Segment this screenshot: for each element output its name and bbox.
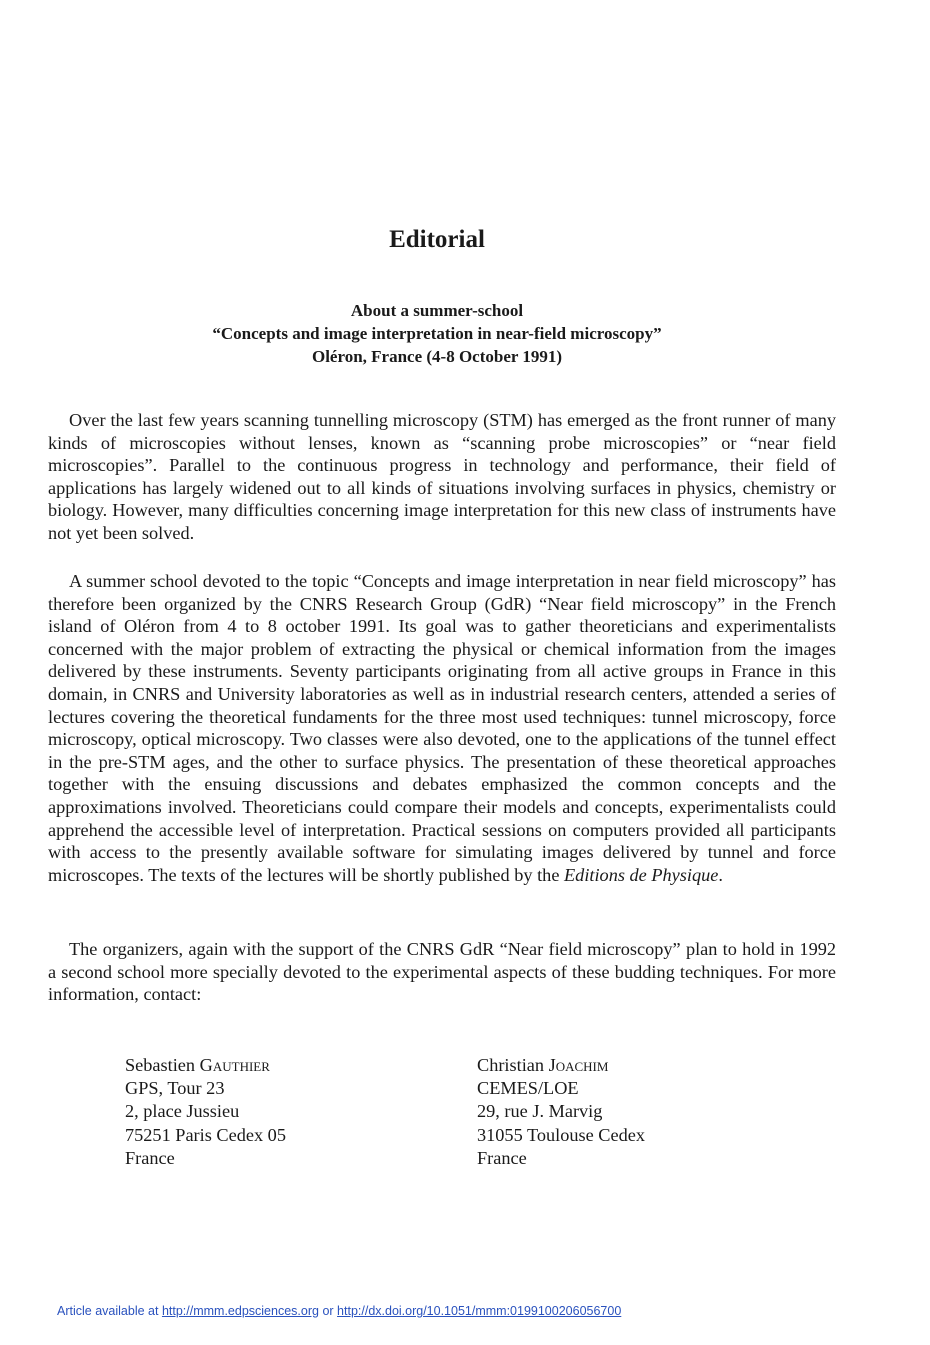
- publisher-name: Editions de Physique: [564, 864, 719, 885]
- contact-last-name: Gauthier: [199, 1055, 270, 1075]
- contact-block-joachim: [477, 1054, 645, 1170]
- subtitle-line-2: “Concepts and image interpretation in near-field microscopy”: [212, 324, 662, 343]
- contact-last-name: Joachim: [548, 1055, 609, 1075]
- contact-name: [125, 1054, 286, 1077]
- paragraph-2: [48, 570, 836, 886]
- contact-country: France: [125, 1147, 175, 1168]
- edp-sciences-link[interactable]: http://mmm.edpsciences.org: [161, 1304, 319, 1318]
- contact-name: [477, 1054, 645, 1077]
- subtitle-line-3: Oléron, France (4-8 October 1991): [311, 347, 563, 366]
- paragraph-1: Over the last few years scanning tunnelling microscopy (STM) has emerged as the front runner of many kinds of microscopies without lenses, known as “scanning probe microscopies” or “near field microscopies”. Parallel to the continuous progress in technology and performance, their field of applications has largely widened out to all kinds of situations involving surfaces in physics, chemistry or biology. However, many difficulties concerning image interpretation for this new class of instruments have not yet been solved.: [48, 410, 836, 543]
- contact-address-line: 31055 Toulouse Cedex: [477, 1124, 645, 1145]
- paragraph-2-end: .: [718, 864, 723, 885]
- paragraph-3: The organizers, again with the support of the CNRS GdR “Near field microscopy” plan to hold in 1992 a second school more specially devoted to the experimental aspects of these budding techniques. For more information, contact:: [48, 939, 836, 1005]
- page-title: Editorial: [389, 226, 485, 253]
- contact-address-line: 29, rue J. Marvig: [477, 1101, 603, 1122]
- contact-country: France: [477, 1147, 527, 1168]
- contact-address-line: 2, place Jussieu: [125, 1101, 240, 1122]
- footer-or: or: [322, 1304, 334, 1318]
- paragraph-2-text: A summer school devoted to the topic “Concepts and image interpretation in near field microscopy” has therefore been organized by the CNRS Research Group (GdR) “Near field microscopy” in the French island of Oléron from 4 to 8 october 1991. Its goal was to gather theoreticians and experimentalists concerned with the major problem of extracting the physical or chemical information from the images delivered by these instruments. Seventy participants originating from all active groups in France in this domain, in CNRS and University laboratories as well as in industrial research centers, attended a series of lectures covering the theoretical fundaments for the three most used techniques: tunnel microscopy, force microscopy, optical microscopy. Two classes were also devoted, one to the applications of the tunnel effect in the pre-STM ages, and the other to surface physics. The presentation of these theoretical approaches together with the ensuing discussions and debates emphasized the common concepts and the approximations involved. Theoreticians could compare their models and concepts, experimentalists could apprehend the accessible level of interpretation. Practical sessions on computers provided all participants with access to the presently available software for simulating images delivered by tunnel and force microscopes. The texts of the lectures will be shortly published by the: [48, 571, 836, 885]
- subtitle-line-1: About a summer-school: [350, 301, 524, 320]
- contact-address-line: GPS, Tour 23: [125, 1078, 225, 1099]
- doi-link[interactable]: http://dx.doi.org/10.1051/mmm:0199100206056700: [337, 1304, 622, 1318]
- contact-block-gauthier: [125, 1054, 286, 1170]
- contact-address-line: CEMES/LOE: [477, 1078, 579, 1099]
- contact-first-name: Christian: [477, 1055, 545, 1075]
- article-availability-footer: [57, 1304, 621, 1318]
- contact-first-name: Sebastien: [125, 1055, 196, 1075]
- footer-prefix: Article available at: [57, 1304, 159, 1318]
- contact-address-line: 75251 Paris Cedex 05: [125, 1124, 286, 1145]
- subtitle-block: [0, 299, 874, 368]
